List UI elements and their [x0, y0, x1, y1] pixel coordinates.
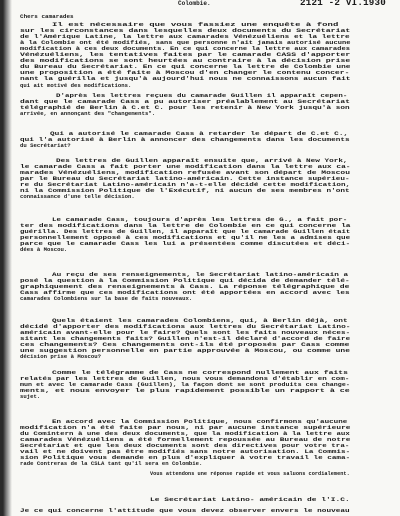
- paragraph-9-line-5: Secrétariat et que les deux documents sont des directives pour votre tra-: [20, 442, 350, 450]
- salutation: Chers camarades: [20, 13, 74, 20]
- paragraph-6-line-2: posé la question à la Commission Politique qui décida de demander télé-: [20, 277, 350, 285]
- paragraph-5-line-5: parce que le camarade Cass les lui a présentées comme discutées et déci-: [20, 240, 351, 248]
- paragraph-6-line-3: graphiquement des renseignements à Cass. La réponse télégraphique de: [20, 283, 350, 291]
- paragraph-4-line-2: le camarade Cass a fait porter une modification dans la lettre aux ca-: [20, 163, 351, 171]
- paragraph-1-line-5: modification à ces deux documents. En ce qui concerne la lettre aux camarades: [20, 45, 351, 53]
- paragraph-7-line-3: américain avant-elle pour le faire? Quels sont les faits nouveaux néces-: [20, 329, 351, 337]
- paragraph-2-line-3: télégraphié de Berlin à C.et C. pour les retenir à New York jusqu'à son: [20, 104, 350, 112]
- paragraph-1-line-9: une proposition a été faite à Moscou d'en changer le contenu concer-: [20, 69, 350, 77]
- paragraph-2-line-4: arrivée, en annonçant des "changements".: [20, 110, 156, 118]
- paragraph-7-line-2: décidé d'apporter des modifications aux lettres du Secrétariat Latino-: [20, 323, 351, 331]
- paragraph-3-line-1: Qui a autorisé le camarade Cass à retarder le départ de C.et C.,: [50, 130, 349, 137]
- signature-line: Le Secrétariat Latino- américain de l'I.C.: [150, 496, 350, 503]
- paragraph-1-line-3: de l'Amérique Latine, la lettre aux camarades Vénézuéliens et la lettre: [20, 33, 350, 41]
- paragraph-9-line-6: vail et ne doivent pas être modifiés sans notre autorisation. La Commis-: [20, 448, 351, 456]
- scan-shadow-edge: [0, 0, 12, 516]
- paragraph-1-line-8: du Bureau du Secrétariat. En ce qui concerne la lettre de Colombie une: [20, 63, 351, 71]
- paragraph-8-line-4: ments, et nous envoyer le plus rapidement possible un rapport à ce: [20, 387, 350, 395]
- paragraph-8-line-5: sujet.: [20, 393, 41, 401]
- paragraph-7-line-6: une suggestion personnelle en partie approuvée à Moscou, ou comme une: [20, 347, 350, 355]
- paragraph-5-line-3: guérilla. Des lettres de Guillen, il apparaît que le camarade Guillen était: [20, 228, 351, 236]
- letter-city: Colombie.: [178, 0, 211, 7]
- paragraph-6-line-4: Cass affirme que ces modifications ont été apportées en accord avec les: [20, 289, 350, 297]
- paragraph-7-line-1: Quels étaient les camarades Colombiens, qui, à Berlin déjà, ont: [52, 317, 348, 324]
- paragraph-3-line-2: qui l'a autorisé à Berlin à annoncer des changements dans les documents: [20, 136, 350, 144]
- paragraph-5-line-4: personnellement opposé à ces modifications et qu'il ne les a admises que: [20, 234, 351, 242]
- closing-line: Vous attendons une réponse rapide et vous saluons cordialement.: [150, 470, 350, 477]
- paragraph-4-line-1: Des lettres de Guillen apparaît ensuite que, arrivé à New York,: [56, 157, 348, 164]
- paragraph-8-line-3: mun et avec le camarade Cass (Guillen), la façon dont se sont produits ces change-: [20, 381, 350, 389]
- date-stamp: 2121 -2 VI.1930: [300, 0, 387, 8]
- paragraph-5-line-1: Le camarade Cass, toujours d'après les lettres de G., a fait por-: [52, 216, 348, 223]
- paragraph-8-line-2: relatés par les lettres de Guillen, nous vous demandons d'établir en com-: [20, 375, 350, 383]
- paragraph-1-line-1: Il est nécessaire que vous fassiez une enquête à fond: [52, 21, 339, 28]
- paragraph-5-line-6: dées à Moscou.: [20, 246, 68, 254]
- paragraph-6-line-1: Au reçu de ses renseignements, le Secrétariat latino-américain a: [52, 271, 349, 278]
- paragraph-4-line-6: ni la Commission Politique de l'Exécutif, ni aucun de ses membres n'ont: [20, 187, 350, 195]
- paragraph-9-line-2: modification n'a été faite par nous, ni par aucune instance supérieure: [20, 424, 351, 432]
- paragraph-9-line-3: du Comintern à une des deux documents, que la modification à la lettre aux: [20, 430, 350, 438]
- paragraph-1-line-6: Vénézuéliens, les tentatives faites par le camarade CASS d'apporter: [20, 51, 351, 59]
- paragraph-2-line-2: dant que le camarade Cass a pu autoriser préalablement au Secrétariat: [20, 98, 350, 106]
- paragraph-9-line-7: sion Politique vous demande en plus d'expliquer à votre travail le cama-: [20, 454, 351, 462]
- paragraph-3-line-3: du Secrétariat?: [20, 142, 71, 150]
- paragraph-4-line-7: connaissance d'une telle décision.: [20, 193, 135, 201]
- paragraph-1-line-4: à la Colombie ont été modifiés, sans que personne n'ait jamais autorisé aucune: [20, 39, 351, 47]
- paragraph-1-line-7: des modifications se sont heurtées au contraire à la décision prise: [20, 57, 351, 65]
- paragraph-1-line-11: qui ait motivé des modifications.: [20, 81, 132, 89]
- paragraph-1-line-2: sur les circonstances dans lesquelles deux documents du Secrétariat: [20, 27, 351, 35]
- paragraph-9-line-4: camarades Vénézuéliens a été formellement repoussée au Bureau de notre: [20, 436, 351, 444]
- paragraph-9-line-1: En accord avec la Commission Politique, nous confirmons qu'aucune: [52, 418, 348, 425]
- paragraph-7-line-7: décision prise à Moscou?: [20, 353, 102, 361]
- paragraph-4-line-3: marades Vénézuéliens, modification refusée avant son départ de Moscou: [20, 169, 350, 177]
- paragraph-5-line-2: ter des modifications dans la lettre de Colombie en ce qui concerne la: [20, 222, 351, 230]
- footer-line: Je ce qui concerne l'attitude que vous devez observer envers le nouveau: [20, 507, 350, 514]
- paragraph-8-line-1: Comme le télégramme de Cass ne correspond nullement aux faits: [52, 369, 348, 376]
- paragraph-4-line-5: re du Secrétariat Latino-américain n'a-t-elle décidé cette modification,: [20, 181, 351, 189]
- paragraph-1-line-10: nant la guérilla et jusqu'à aujourd'hui nous ne connaissons aucun fait: [20, 75, 351, 83]
- paragraph-6-line-5: camarades Colombiens sur la base de faits nouveaux.: [20, 295, 193, 303]
- paragraph-4-line-4: par le Bureau du Secrétariat latino-américain. Cette instance supérieu-: [20, 175, 350, 183]
- paragraph-2-line-1: D'après les lettres reçues du camarade Guillen il apparaît cepen-: [56, 92, 348, 99]
- paragraph-7-line-4: sitant les changements faits? Guillen n'est-il déclaré d'accord de faire: [20, 335, 351, 343]
- paragraph-7-line-5: ces changements? Ces changements ont-ils été proposés par Cass comme: [20, 341, 350, 349]
- paragraph-9-line-8: rade Contreras de la CSLA tant qu'il sera en Colombie.: [20, 460, 203, 468]
